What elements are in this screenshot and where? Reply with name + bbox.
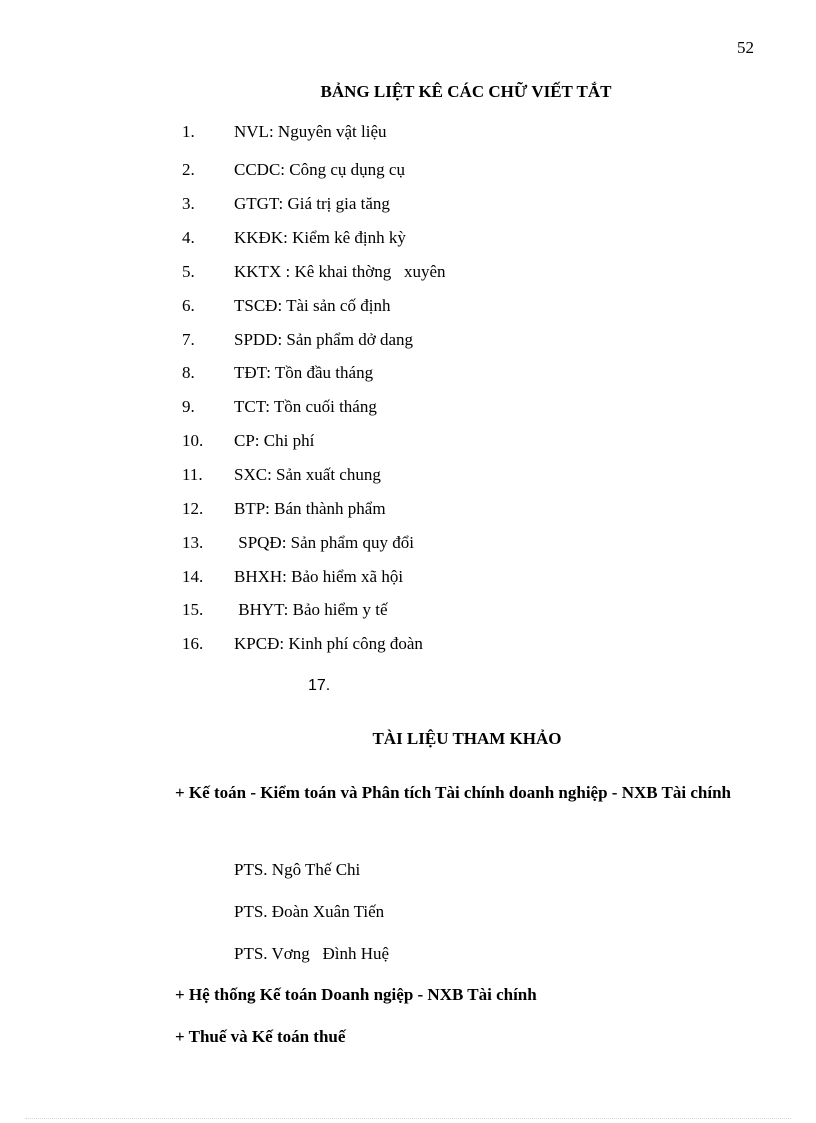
page-bottom-border — [25, 1118, 791, 1119]
list-item-number-17: 17. — [308, 677, 331, 694]
author-1: PTS. Ngô Thế Chi — [234, 860, 361, 879]
item-number: 5. — [182, 262, 195, 281]
item-number: 4. — [182, 228, 195, 247]
item-text: BTP: Bán thành phẩm — [234, 499, 386, 518]
item-number: 3. — [182, 194, 195, 213]
references-heading: TÀI LIỆU THAM KHẢO — [372, 729, 562, 748]
item-text: SXC: Sản xuất chung — [234, 465, 381, 484]
page-number: 52 — [737, 38, 754, 57]
item-number: 10. — [182, 431, 204, 450]
item-text: SPDD: Sản phẩm dở dang — [234, 330, 413, 349]
author-3: PTS. Vơng Đình Huệ — [234, 944, 390, 963]
item-number: 6. — [182, 296, 195, 315]
item-text: KKĐK: Kiểm kê định kỳ — [234, 228, 406, 247]
item-text: KKTX : Kê khai thờng xuyên — [234, 262, 446, 281]
item-number: 2. — [182, 160, 195, 179]
item-text: CCDC: Công cụ dụng cụ — [234, 160, 405, 179]
item-number: 16. — [182, 634, 204, 653]
item-number: 11. — [182, 465, 203, 484]
item-number: 14. — [182, 567, 204, 586]
item-text: SPQĐ: Sản phẩm quy đổi — [234, 533, 414, 552]
abbreviations-title: BẢNG LIỆT KÊ CÁC CHỮ VIẾT TẮT — [320, 82, 612, 101]
reference-book-1: + Kế toán - Kiểm toán và Phân tích Tài chính doanh nghiệp - NXB Tài chính — [175, 783, 732, 802]
reference-book-3: + Thuế và Kế toán thuế — [175, 1027, 346, 1046]
author-2: PTS. Đoàn Xuân Tiến — [234, 902, 385, 921]
item-text: KPCĐ: Kinh phí công đoàn — [234, 634, 423, 653]
item-number: 12. — [182, 499, 204, 518]
item-number: 9. — [182, 397, 195, 416]
item-number: 7. — [182, 330, 195, 349]
reference-book-2: + Hệ thống Kế toán Doanh ngiệp - NXB Tài chính — [175, 985, 537, 1004]
item-number: 1. — [182, 122, 195, 141]
item-text: TSCĐ: Tài sản cố định — [234, 296, 391, 315]
item-number: 15. — [182, 600, 204, 619]
item-text: BHXH: Bảo hiểm xã hội — [234, 567, 404, 586]
item-text: CP: Chi phí — [234, 431, 315, 450]
item-text: TĐT: Tồn đầu tháng — [234, 363, 374, 382]
item-text: GTGT: Giá trị gia tăng — [234, 194, 390, 213]
item-text: NVL: Nguyên vật liệu — [234, 122, 387, 141]
item-text: BHYT: Bảo hiểm y tế — [234, 600, 388, 619]
item-number: 8. — [182, 363, 195, 382]
item-text: TCT: Tồn cuối tháng — [234, 397, 377, 416]
item-number: 13. — [182, 533, 204, 552]
